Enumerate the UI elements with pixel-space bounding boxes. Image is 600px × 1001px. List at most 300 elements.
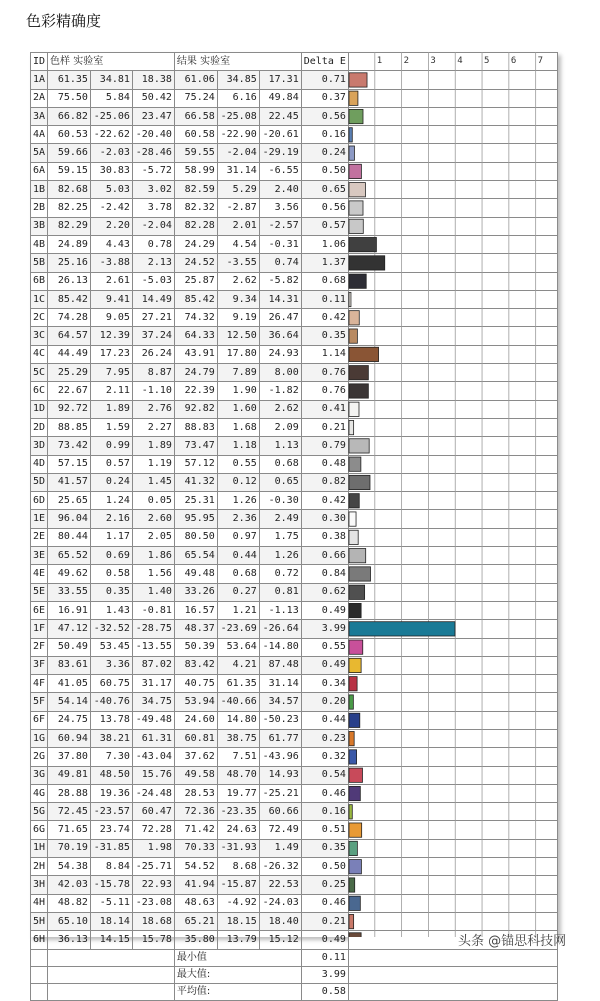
lab-value: 25.31 <box>174 492 217 510</box>
lab-value: -25.08 <box>217 107 259 125</box>
lab-value: 1.89 <box>90 400 132 418</box>
summary-value: 0.11 <box>301 949 348 966</box>
delta-e-value: 0.46 <box>301 894 348 912</box>
lab-value: 57.12 <box>174 455 217 473</box>
patch-id: 5C <box>31 364 48 382</box>
delta-e-value: 3.99 <box>301 620 348 638</box>
lab-value: 48.63 <box>174 894 217 912</box>
delta-e-bar-5a <box>349 146 354 160</box>
lab-value: 19.77 <box>217 784 259 802</box>
lab-value: 74.32 <box>174 309 217 327</box>
lab-value: 0.99 <box>90 437 132 455</box>
lab-value: 34.81 <box>90 71 132 89</box>
delta-e-bar-3g <box>349 768 362 782</box>
lab-value: 12.50 <box>217 327 259 345</box>
lab-value: 16.91 <box>48 601 91 619</box>
lab-value: -0.81 <box>132 601 174 619</box>
lab-value: 31.14 <box>259 675 301 693</box>
lab-value: 37.62 <box>174 748 217 766</box>
lab-value: 3.78 <box>132 199 174 217</box>
lab-value: 17.23 <box>90 345 132 363</box>
lab-value: 60.53 <box>48 126 91 144</box>
lab-value: 0.68 <box>217 565 259 583</box>
lab-value: -32.52 <box>90 620 132 638</box>
delta-e-value: 0.79 <box>301 437 348 455</box>
lab-value: 59.55 <box>174 144 217 162</box>
delta-e-bar-4d <box>349 457 361 471</box>
lab-value: 2.13 <box>132 254 174 272</box>
lab-value: 3.36 <box>90 656 132 674</box>
delta-e-value: 0.50 <box>301 858 348 876</box>
x-tick-label: 6 <box>511 56 517 66</box>
lab-value: 82.29 <box>48 217 91 235</box>
summary-blank <box>48 966 175 983</box>
lab-value: -3.55 <box>217 254 259 272</box>
patch-id: 5D <box>31 473 48 491</box>
lab-value: 75.24 <box>174 89 217 107</box>
lab-value: 53.64 <box>217 638 259 656</box>
delta-e-value: 0.82 <box>301 473 348 491</box>
delta-e-value: 0.41 <box>301 400 348 418</box>
lab-value: -22.90 <box>217 126 259 144</box>
lab-value: 48.70 <box>217 766 259 784</box>
lab-value: 1.21 <box>217 601 259 619</box>
lab-value: 1.49 <box>259 839 301 857</box>
lab-value: 87.48 <box>259 656 301 674</box>
lab-value: 28.53 <box>174 784 217 802</box>
lab-value: 35.80 <box>174 931 217 949</box>
lab-value: 1.86 <box>132 547 174 565</box>
lab-value: -25.21 <box>259 784 301 802</box>
lab-value: 17.31 <box>259 71 301 89</box>
patch-id: 2D <box>31 418 48 436</box>
lab-value: 36.64 <box>259 327 301 345</box>
lab-value: 18.15 <box>217 912 259 930</box>
lab-value: 92.82 <box>174 400 217 418</box>
lab-value: 57.15 <box>48 455 91 473</box>
lab-value: 75.50 <box>48 89 91 107</box>
lab-value: 2.61 <box>90 272 132 290</box>
lab-value: -15.78 <box>90 876 132 894</box>
lab-value: 72.49 <box>259 821 301 839</box>
delta-e-bar-6g <box>349 823 362 837</box>
patch-id: 4A <box>31 126 48 144</box>
delta-e-value: 0.24 <box>301 144 348 162</box>
lab-value: 9.34 <box>217 290 259 308</box>
lab-value: 17.80 <box>217 345 259 363</box>
lab-value: 26.13 <box>48 272 91 290</box>
lab-value: 24.52 <box>174 254 217 272</box>
lab-value: 1.24 <box>90 492 132 510</box>
lab-value: 0.44 <box>217 547 259 565</box>
patch-id: 5B <box>31 254 48 272</box>
lab-value: 24.79 <box>174 364 217 382</box>
lab-value: 60.94 <box>48 729 91 747</box>
lab-value: 64.33 <box>174 327 217 345</box>
lab-value: -2.42 <box>90 199 132 217</box>
lab-value: 60.47 <box>132 803 174 821</box>
summary-value: 0.58 <box>301 983 348 1000</box>
lab-value: 14.49 <box>132 290 174 308</box>
delta-e-value: 0.46 <box>301 784 348 802</box>
patch-id: 5A <box>31 144 48 162</box>
lab-value: 15.76 <box>132 766 174 784</box>
lab-value: -31.93 <box>217 839 259 857</box>
lab-value: 24.75 <box>48 711 91 729</box>
lab-value: -24.48 <box>132 784 174 802</box>
delta-e-value: 0.20 <box>301 693 348 711</box>
lab-value: 2.60 <box>132 510 174 528</box>
lab-value: 4.21 <box>217 656 259 674</box>
lab-value: 59.15 <box>48 162 91 180</box>
lab-value: 50.42 <box>132 89 174 107</box>
lab-value: 4.54 <box>217 235 259 253</box>
lab-value: 64.57 <box>48 327 91 345</box>
lab-value: 82.68 <box>48 181 91 199</box>
lab-value: 41.05 <box>48 675 91 693</box>
delta-e-value: 0.35 <box>301 327 348 345</box>
lab-value: 61.35 <box>217 675 259 693</box>
lab-value: 24.63 <box>217 821 259 839</box>
lab-value: -50.23 <box>259 711 301 729</box>
lab-value: 24.89 <box>48 235 91 253</box>
lab-value: -15.87 <box>217 876 259 894</box>
delta-e-bar-2f <box>349 640 363 654</box>
lab-value: 58.99 <box>174 162 217 180</box>
lab-value: 26.24 <box>132 345 174 363</box>
patch-id: 2H <box>31 858 48 876</box>
lab-value: 5.03 <box>90 181 132 199</box>
lab-value: 26.47 <box>259 309 301 327</box>
patch-id: 4F <box>31 675 48 693</box>
lab-value: -2.57 <box>259 217 301 235</box>
patch-id: 3D <box>31 437 48 455</box>
delta-e-bar-2b <box>349 201 363 215</box>
lab-value: -25.71 <box>132 858 174 876</box>
lab-value: 47.12 <box>48 620 91 638</box>
lab-value: 0.65 <box>259 473 301 491</box>
delta-e-bar-1g <box>349 731 354 745</box>
lab-value: 82.28 <box>174 217 217 235</box>
header-result: 结果 实验室 <box>174 53 301 71</box>
lab-value: 0.72 <box>259 565 301 583</box>
delta-e-bar-3d <box>349 439 369 453</box>
lab-value: 23.47 <box>132 107 174 125</box>
lab-value: -5.82 <box>259 272 301 290</box>
delta-e-bar-4g <box>349 786 360 800</box>
delta-e-value: 0.65 <box>301 181 348 199</box>
patch-id: 1B <box>31 181 48 199</box>
lab-value: 0.69 <box>90 547 132 565</box>
lab-value: 59.66 <box>48 144 91 162</box>
delta-e-bar-6a <box>349 164 361 178</box>
lab-value: 96.04 <box>48 510 91 528</box>
patch-id: 6B <box>31 272 48 290</box>
patch-id: 1D <box>31 400 48 418</box>
summary-bar-blank <box>348 949 557 966</box>
lab-value: 1.40 <box>132 583 174 601</box>
lab-value: 14.93 <box>259 766 301 784</box>
delta-e-bar-3c <box>349 329 357 343</box>
delta-e-value: 0.66 <box>301 547 348 565</box>
lab-value: 2.16 <box>90 510 132 528</box>
lab-value: 8.00 <box>259 364 301 382</box>
patch-id: 6F <box>31 711 48 729</box>
lab-value: 2.11 <box>90 382 132 400</box>
lab-value: 72.36 <box>174 803 217 821</box>
lab-value: 54.14 <box>48 693 91 711</box>
header-sample: 色样 实验室 <box>48 53 175 71</box>
delta-e-bar-5c <box>349 366 368 380</box>
lab-value: -0.30 <box>259 492 301 510</box>
lab-value: 60.66 <box>259 803 301 821</box>
lab-value: -1.10 <box>132 382 174 400</box>
lab-value: 1.17 <box>90 528 132 546</box>
lab-value: 65.21 <box>174 912 217 930</box>
lab-value: 7.30 <box>90 748 132 766</box>
lab-value: -43.04 <box>132 748 174 766</box>
lab-value: 1.19 <box>132 455 174 473</box>
lab-value: 72.28 <box>132 821 174 839</box>
patch-id: 3F <box>31 656 48 674</box>
lab-value: 48.82 <box>48 894 91 912</box>
lab-value: 49.48 <box>174 565 217 583</box>
delta-e-bar-2e <box>349 530 358 544</box>
lab-value: 44.49 <box>48 345 91 363</box>
patch-id: 3H <box>31 876 48 894</box>
delta-e-bar-6f <box>349 713 360 727</box>
lab-value: 0.35 <box>90 583 132 601</box>
lab-value: 27.21 <box>132 309 174 327</box>
summary-label: 平均值: <box>174 983 301 1000</box>
lab-value: 16.57 <box>174 601 217 619</box>
delta-e-bar-2h <box>349 860 361 874</box>
lab-value: 0.55 <box>217 455 259 473</box>
delta-e-bar-1f <box>349 622 455 636</box>
lab-value: 7.95 <box>90 364 132 382</box>
summary-value: 3.99 <box>301 966 348 983</box>
lab-value: -49.48 <box>132 711 174 729</box>
lab-value: 2.40 <box>259 181 301 199</box>
delta-e-value: 0.56 <box>301 107 348 125</box>
summary-bar-blank <box>348 966 557 983</box>
delta-e-value: 0.44 <box>301 711 348 729</box>
patch-id: 6C <box>31 382 48 400</box>
lab-value: 4.43 <box>90 235 132 253</box>
summary-row <box>31 983 558 1000</box>
lab-value: -0.31 <box>259 235 301 253</box>
lab-value: 85.42 <box>174 290 217 308</box>
lab-value: 72.45 <box>48 803 91 821</box>
delta-e-bar-6c <box>349 384 368 398</box>
lab-value: 61.31 <box>132 729 174 747</box>
lab-value: 31.14 <box>217 162 259 180</box>
lab-value: 25.87 <box>174 272 217 290</box>
lab-value: 71.65 <box>48 821 91 839</box>
patch-id: 4C <box>31 345 48 363</box>
lab-value: -5.11 <box>90 894 132 912</box>
lab-value: 9.19 <box>217 309 259 327</box>
lab-value: 1.13 <box>259 437 301 455</box>
lab-value: 13.78 <box>90 711 132 729</box>
lab-value: 38.75 <box>217 729 259 747</box>
lab-value: 33.26 <box>174 583 217 601</box>
patch-id: 3A <box>31 107 48 125</box>
lab-value: 14.31 <box>259 290 301 308</box>
lab-value: 22.45 <box>259 107 301 125</box>
lab-value: 70.33 <box>174 839 217 857</box>
delta-e-value: 0.76 <box>301 364 348 382</box>
lab-value: -23.08 <box>132 894 174 912</box>
lab-value: 24.29 <box>174 235 217 253</box>
lab-value: 0.27 <box>217 583 259 601</box>
patch-id: 1H <box>31 839 48 857</box>
lab-value: 41.32 <box>174 473 217 491</box>
delta-e-bar-6d <box>349 494 359 508</box>
patch-id: 2G <box>31 748 48 766</box>
watermark: 头条 @锚思科技网 <box>458 934 567 949</box>
summary-label: 最大值: <box>174 966 301 983</box>
lab-value: 87.02 <box>132 656 174 674</box>
lab-value: 37.24 <box>132 327 174 345</box>
lab-value: -4.92 <box>217 894 259 912</box>
lab-value: 40.75 <box>174 675 217 693</box>
patch-id: 6A <box>31 162 48 180</box>
delta-e-bar-5f <box>349 695 353 709</box>
delta-e-value: 0.84 <box>301 565 348 583</box>
lab-value: 3.56 <box>259 199 301 217</box>
lab-value: 5.29 <box>217 181 259 199</box>
lab-value: 92.72 <box>48 400 91 418</box>
patch-id: 1E <box>31 510 48 528</box>
lab-value: 1.90 <box>217 382 259 400</box>
lab-value: 12.39 <box>90 327 132 345</box>
lab-value: 83.42 <box>174 656 217 674</box>
lab-value: 88.85 <box>48 418 91 436</box>
patch-id: 4H <box>31 894 48 912</box>
lab-value: 65.54 <box>174 547 217 565</box>
x-tick-label: 7 <box>538 56 544 66</box>
summary-blank <box>48 949 175 966</box>
lab-value: 19.36 <box>90 784 132 802</box>
patch-id: 4E <box>31 565 48 583</box>
patch-id: 3G <box>31 766 48 784</box>
delta-e-bar-5e <box>349 585 365 599</box>
x-tick-label: 3 <box>430 56 437 66</box>
lab-value: 8.87 <box>132 364 174 382</box>
lab-value: 65.52 <box>48 547 91 565</box>
delta-e-bar-1a <box>349 73 367 87</box>
delta-e-bar-4e <box>349 567 371 581</box>
lab-value: 1.18 <box>217 437 259 455</box>
lab-value: 7.89 <box>217 364 259 382</box>
lab-value: -2.03 <box>90 144 132 162</box>
lab-value: 95.95 <box>174 510 217 528</box>
lab-value: 43.91 <box>174 345 217 363</box>
lab-value: 80.44 <box>48 528 91 546</box>
lab-value: 65.10 <box>48 912 91 930</box>
lab-value: -20.61 <box>259 126 301 144</box>
delta-e-value: 0.50 <box>301 162 348 180</box>
lab-value: 66.58 <box>174 107 217 125</box>
delta-e-bar-6b <box>349 274 366 288</box>
patch-id: 4B <box>31 235 48 253</box>
lab-value: 1.60 <box>217 400 259 418</box>
patch-id: 6D <box>31 492 48 510</box>
delta-e-value: 0.68 <box>301 272 348 290</box>
patch-id: 2F <box>31 638 48 656</box>
lab-value: 1.59 <box>90 418 132 436</box>
delta-e-value: 0.16 <box>301 803 348 821</box>
lab-value: 1.98 <box>132 839 174 857</box>
lab-value: 80.50 <box>174 528 217 546</box>
lab-value: -23.57 <box>90 803 132 821</box>
header-id: ID <box>31 53 48 71</box>
lab-value: 14.80 <box>217 711 259 729</box>
lab-value: 48.37 <box>174 620 217 638</box>
delta-e-bar-4c <box>349 347 379 361</box>
x-tick-label: 4 <box>457 56 464 66</box>
delta-e-bar-6h <box>349 933 361 937</box>
lab-value: -23.35 <box>217 803 259 821</box>
delta-e-value: 0.51 <box>301 821 348 839</box>
patch-id: 6G <box>31 821 48 839</box>
lab-value: -40.76 <box>90 693 132 711</box>
delta-e-value: 0.55 <box>301 638 348 656</box>
lab-value: -31.85 <box>90 839 132 857</box>
lab-value: 71.42 <box>174 821 217 839</box>
lab-value: 0.05 <box>132 492 174 510</box>
summary-blank <box>31 949 48 966</box>
lab-value: 2.49 <box>259 510 301 528</box>
patch-id: 1A <box>31 71 48 89</box>
delta-e-value: 0.49 <box>301 931 348 949</box>
lab-value: 15.12 <box>259 931 301 949</box>
lab-value: -13.55 <box>132 638 174 656</box>
lab-value: -24.03 <box>259 894 301 912</box>
patch-id: 3B <box>31 217 48 235</box>
lab-value: 60.75 <box>90 675 132 693</box>
patch-id: 1G <box>31 729 48 747</box>
lab-value: -14.80 <box>259 638 301 656</box>
lab-value: 1.26 <box>259 547 301 565</box>
delta-e-bar-1d <box>349 402 359 416</box>
delta-e-value: 1.14 <box>301 345 348 363</box>
delta-e-value: 0.34 <box>301 675 348 693</box>
lab-value: 82.25 <box>48 199 91 217</box>
summary-blank <box>31 966 48 983</box>
summary-blank <box>31 983 48 1000</box>
delta-e-value: 0.30 <box>301 510 348 528</box>
lab-value: 61.77 <box>259 729 301 747</box>
lab-value: -43.96 <box>259 748 301 766</box>
lab-value: -26.64 <box>259 620 301 638</box>
lab-value: 30.83 <box>90 162 132 180</box>
lab-value: 25.65 <box>48 492 91 510</box>
lab-value: 50.39 <box>174 638 217 656</box>
lab-value: 85.42 <box>48 290 91 308</box>
lab-value: 74.28 <box>48 309 91 327</box>
patch-id: 5H <box>31 912 48 930</box>
lab-value: 42.03 <box>48 876 91 894</box>
delta-e-value: 0.11 <box>301 290 348 308</box>
delta-e-value: 0.21 <box>301 912 348 930</box>
x-tick-label: 2 <box>404 56 410 66</box>
delta-e-bar-5g <box>349 805 352 819</box>
lab-value: 15.78 <box>132 931 174 949</box>
patch-id: 2A <box>31 89 48 107</box>
delta-e-bar-5b <box>349 256 385 270</box>
